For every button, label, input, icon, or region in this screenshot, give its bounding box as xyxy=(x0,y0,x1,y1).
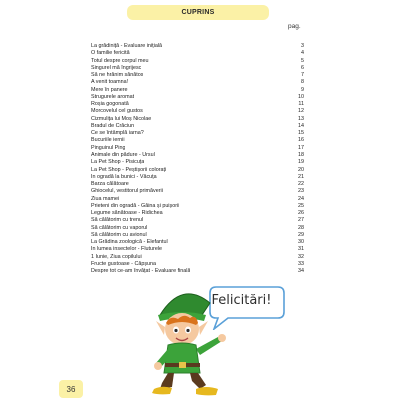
toc-entry-page: 27 xyxy=(298,217,304,224)
toc-entry-title: Legume sănătoase - Ridichea xyxy=(91,210,163,217)
toc-entry xyxy=(91,159,304,166)
toc-entry-title: În lumea insectelor - Fluturele xyxy=(91,246,163,253)
toc-entry-page: 29 xyxy=(298,231,304,238)
toc-entry-title: La Grădina zoologică - Elefantul xyxy=(91,239,168,246)
toc-entry-page: 3 xyxy=(301,43,304,49)
toc-entry-title: Cizmulița lui Moș Nicolae xyxy=(91,115,152,122)
toc-entry-title: Totul despre corpul meu xyxy=(91,57,149,64)
toc-entry-title: La grădiniță - Evaluare inițială xyxy=(91,43,163,49)
toc-entry-page: 24 xyxy=(298,195,304,202)
toc-entry-page: 31 xyxy=(298,246,304,253)
toc-entry-title: Despre tot ce-am învățat - Evaluare finală xyxy=(91,268,191,275)
toc-entry xyxy=(91,254,304,261)
page-number: 36 xyxy=(66,384,76,394)
toc-entry xyxy=(91,65,304,72)
toc-entry-title: La Pet Shop - Peștișorii colorați xyxy=(91,166,167,173)
toc-entry xyxy=(91,58,304,65)
toc-entry xyxy=(91,167,304,174)
toc-entry-title: Morcovelul cel gustos xyxy=(91,108,143,115)
toc-entry-page: 5 xyxy=(301,57,304,64)
toc-entry-page: 20 xyxy=(298,166,304,173)
toc-entry-title: 1 Iunie, Ziua copilului xyxy=(91,253,142,260)
page-column-label: pag. xyxy=(288,23,301,30)
toc-entry-title: Să călătorim cu vaporul xyxy=(91,224,148,231)
toc-entry xyxy=(91,268,304,275)
toc-entry-title: Pinguinul Ping xyxy=(91,144,126,151)
toc-title: CUPRINS xyxy=(181,9,215,16)
toc-entry-page: 4 xyxy=(301,50,304,57)
toc-entry-page: 18 xyxy=(298,151,304,158)
toc-entry xyxy=(91,79,304,86)
toc-entry-title: Bucuriile iernii xyxy=(91,137,125,144)
toc-entry-page: 32 xyxy=(298,253,304,260)
toc-entry-title: O familie fericită xyxy=(91,50,130,57)
toc-entry-title: Ce se întâmplă iarna? xyxy=(91,130,144,137)
toc-entry-title: Animale din pădure - Ursul xyxy=(91,151,155,158)
toc-entry xyxy=(91,261,304,268)
toc-entry xyxy=(91,101,304,108)
toc-entry xyxy=(91,246,304,253)
toc-entry xyxy=(91,145,304,152)
toc-entry-page: 30 xyxy=(298,239,304,246)
toc-entry-page: 26 xyxy=(298,210,304,217)
toc-entry-page: 7 xyxy=(301,72,304,79)
toc-entry xyxy=(91,130,304,137)
toc-entry-page: 10 xyxy=(298,93,304,100)
elf-illustration xyxy=(130,285,240,400)
toc-entry-page: 12 xyxy=(298,108,304,115)
toc-entry-title: Prieteni din ogradă - Găina și puișorii xyxy=(91,202,180,209)
toc-entry-title: În ogradă la bunici - Văcuța xyxy=(91,173,157,180)
toc-entry-title: Barza călătoare xyxy=(91,181,129,188)
toc-entry xyxy=(91,181,304,188)
toc-entry-page: 21 xyxy=(298,173,304,180)
table-of-contents xyxy=(91,43,304,276)
toc-entry-page: 16 xyxy=(298,137,304,144)
toc-entry-page: 33 xyxy=(298,260,304,267)
toc-entry xyxy=(91,203,304,210)
toc-entry xyxy=(91,239,304,246)
toc-title-banner xyxy=(127,5,269,20)
toc-entry-title: Să călătorim cu trenul xyxy=(91,217,144,224)
toc-entry xyxy=(91,43,304,50)
toc-entry-title: Ziua mamei xyxy=(91,195,120,202)
speech-bubble-text: Felicitări! xyxy=(211,293,272,308)
toc-entry xyxy=(91,188,304,195)
toc-entry-page: 11 xyxy=(298,101,304,108)
toc-entry-title: Singurel mă îngrijesc xyxy=(91,64,142,71)
toc-entry-page: 13 xyxy=(298,115,304,122)
toc-entry xyxy=(91,217,304,224)
toc-entry-page: 15 xyxy=(298,130,304,137)
toc-entry-title: A venit toamna! xyxy=(91,79,129,86)
toc-entry-title: Fructe gustoase - Căpșuna xyxy=(91,260,157,267)
toc-entry-page: 8 xyxy=(301,79,304,86)
toc-entry-page: 34 xyxy=(298,268,304,275)
toc-entry-title: Să călătorim cu avionul xyxy=(91,231,147,238)
toc-entry xyxy=(91,94,304,101)
toc-entry-title: Mere în panere xyxy=(91,86,128,93)
toc-entry xyxy=(91,196,304,203)
toc-entry xyxy=(91,116,304,123)
toc-entry xyxy=(91,232,304,239)
toc-entry xyxy=(91,137,304,144)
toc-entry xyxy=(91,50,304,57)
toc-entry-page: 25 xyxy=(298,202,304,209)
toc-entry xyxy=(91,210,304,217)
toc-entry-title: Ghiocelul, vestitorul primăverii xyxy=(91,188,163,195)
toc-entry xyxy=(91,152,304,159)
toc-entry xyxy=(91,225,304,232)
toc-entry-page: 19 xyxy=(298,159,304,166)
toc-entry-page: 28 xyxy=(298,224,304,231)
toc-entry-title: Bradul de Crăciun xyxy=(91,122,135,129)
toc-entry-title: Să ne hrănim sănătos xyxy=(91,72,144,79)
page-number-badge xyxy=(59,380,83,398)
toc-entry xyxy=(91,72,304,79)
toc-entry-page: 14 xyxy=(298,122,304,129)
toc-entry xyxy=(91,174,304,181)
toc-entry-title: La Pet Shop - Pisicuța xyxy=(91,159,145,166)
toc-entry-title: Strugurele aromat xyxy=(91,93,135,100)
toc-entry xyxy=(91,123,304,130)
toc-entry-title: Roșia gogonată xyxy=(91,101,129,108)
toc-entry-page: 17 xyxy=(298,144,304,151)
toc-entry xyxy=(91,108,304,115)
toc-entry-page: 23 xyxy=(298,188,304,195)
toc-entry-page: 6 xyxy=(301,64,304,71)
toc-entry-page: 22 xyxy=(298,181,304,188)
toc-entry xyxy=(91,87,304,94)
toc-entry-page: 9 xyxy=(301,86,304,93)
